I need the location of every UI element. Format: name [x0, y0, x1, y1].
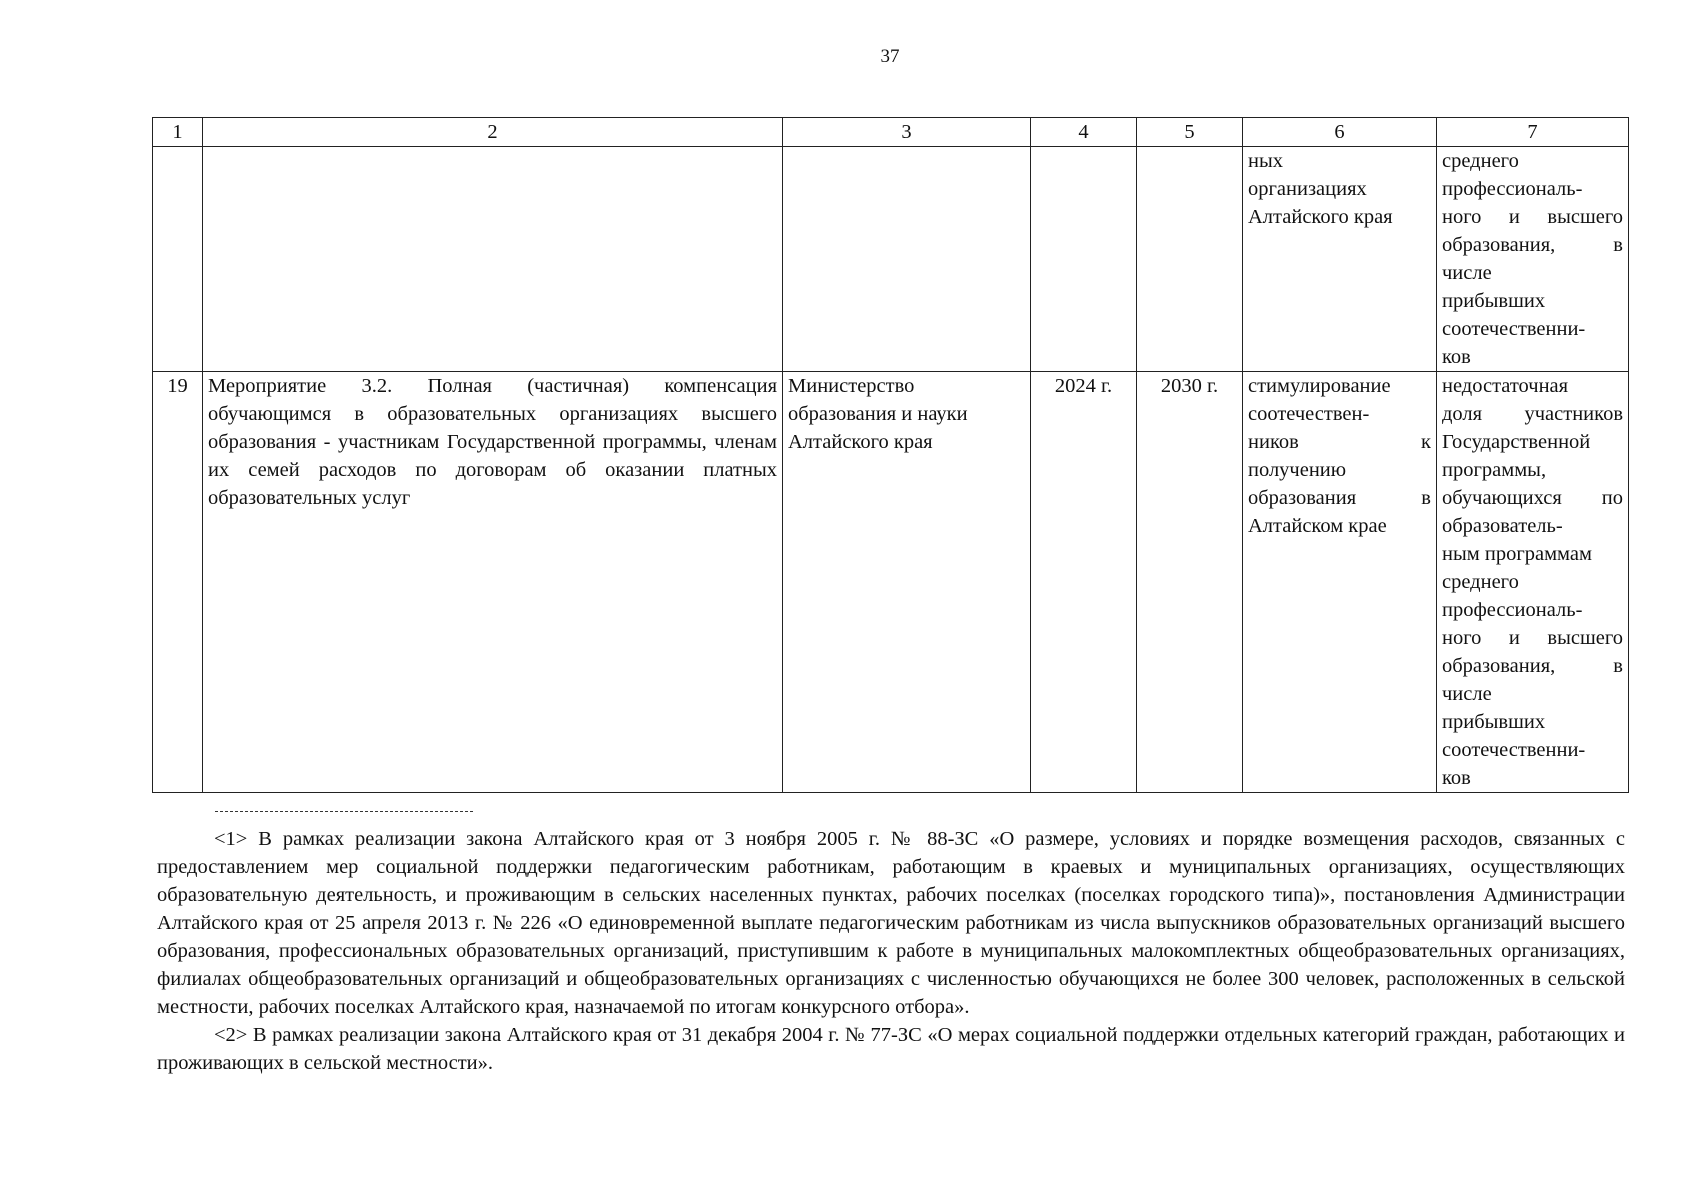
consequence-line: ным программам — [1442, 543, 1592, 565]
start-year: 2024 г. — [1031, 372, 1137, 793]
expected-result-cell — [1243, 372, 1437, 793]
column-number-4: 4 — [1031, 118, 1137, 147]
footnote-separator — [215, 811, 473, 812]
continuation-result-line: ных — [1248, 150, 1283, 172]
continuation-result-line: Алтайского края — [1248, 206, 1393, 228]
expected-result-line: образования в — [1248, 487, 1431, 509]
consequence-line: обучающихся по — [1442, 487, 1623, 509]
footnote-2: <2> В рамках реализации закона Алтайского края от 31 декабря 2004 г. № 77-ЗС «О мерах социальной поддержки отдельных категорий граждан, работающих и проживающих в сельской местности». — [157, 1024, 1625, 1074]
table-row-19 — [153, 372, 1629, 793]
continuation-cell-3 — [783, 147, 1031, 372]
continuation-result-cell — [1243, 147, 1437, 372]
consequence-cell — [1437, 372, 1629, 793]
expected-result-line: стимулирование — [1248, 375, 1391, 397]
continuation-consequence-line: ного и высшего — [1442, 206, 1623, 228]
row-number: 19 — [153, 372, 203, 793]
column-number-3: 3 — [783, 118, 1031, 147]
page-number: 37 — [880, 46, 900, 67]
executor: Министерство образования и науки Алтайского края — [783, 372, 1031, 793]
column-number-5: 5 — [1137, 118, 1243, 147]
continuation-consequence-line: образования, в — [1442, 234, 1623, 256]
expected-result-line: получению — [1248, 459, 1347, 481]
consequence-line: соотечественни- — [1442, 739, 1586, 761]
column-number-7: 7 — [1437, 118, 1629, 147]
table-header-row — [153, 118, 1629, 147]
continuation-cell-5 — [1137, 147, 1243, 372]
continuation-consequence-line: ков — [1442, 346, 1471, 368]
continuation-consequence-line: профессиональ- — [1442, 178, 1583, 200]
expected-result-line: Алтайском крае — [1248, 515, 1387, 537]
consequence-line: прибывших — [1442, 711, 1546, 733]
expected-result-line: ников к — [1248, 431, 1431, 453]
continuation-consequence-line: среднего — [1442, 150, 1519, 172]
continuation-consequence-cell — [1437, 147, 1629, 372]
column-number-2: 2 — [203, 118, 783, 147]
consequence-line: числе — [1442, 683, 1492, 705]
consequence-line: доля участников — [1442, 403, 1623, 425]
consequence-line: ного и высшего — [1442, 627, 1623, 649]
continuation-consequence-line: прибывших — [1442, 290, 1546, 312]
table-row-continuation — [153, 147, 1629, 372]
event-description: Мероприятие 3.2. Полная (частичная) компенсация обучающимся в образовательных организациях высшего образования - участникам Государственной программы, членам их семей расходов по договорам об оказании платных образовательных услуг — [203, 372, 783, 793]
column-number-6: 6 — [1243, 118, 1437, 147]
column-number-1: 1 — [153, 118, 203, 147]
continuation-consequence-line: числе — [1442, 262, 1492, 284]
consequence-line: программы, — [1442, 459, 1547, 481]
footnotes — [157, 825, 1625, 1077]
consequence-line: среднего — [1442, 571, 1519, 593]
footnote-1: <1> В рамках реализации закона Алтайского края от 3 ноября 2005 г. № 88-ЗС «О размере, условиях и порядке возмещения расходов, связанных с предоставлением мер социальной поддержки педагогическим работникам, работающим в краевых и муниципальных организациях, осуществляющих образовательную деятельность, и проживающим в сельских населенных пунктах, рабочих поселках (поселках городского типа)», постановления Администрации Алтайского края от 25 апреля 2013 г. № 226 «О единовременной выплате педагогическим работникам из числа выпускников образовательных организаций высшего образования, профессиональных образовательных организаций, приступившим к работе в муниципальных малокомплектных общеобразовательных организациях, филиалах общеобразовательных организаций и общеобразовательных организациях с численностью обучающихся не более 300 человек, расположенных в сельской местности, рабочих поселках Алтайского края, назначаемой по итогам конкурсного отбора». — [157, 828, 1625, 1018]
consequence-line: профессиональ- — [1442, 599, 1583, 621]
continuation-consequence-line: соотечественни- — [1442, 318, 1586, 340]
continuation-cell-4 — [1031, 147, 1137, 372]
consequence-line: образователь- — [1442, 515, 1563, 537]
consequence-line: Государственной — [1442, 431, 1591, 453]
expected-result-line: соотечествен- — [1248, 403, 1370, 425]
continuation-cell-1 — [153, 147, 203, 372]
consequence-line: недостаточная — [1442, 375, 1569, 397]
end-year: 2030 г. — [1137, 372, 1243, 793]
consequence-line: ков — [1442, 767, 1471, 789]
continuation-cell-2 — [203, 147, 783, 372]
consequence-line: образования, в — [1442, 655, 1623, 677]
program-events-table — [152, 117, 1629, 793]
continuation-result-line: организациях — [1248, 178, 1367, 200]
